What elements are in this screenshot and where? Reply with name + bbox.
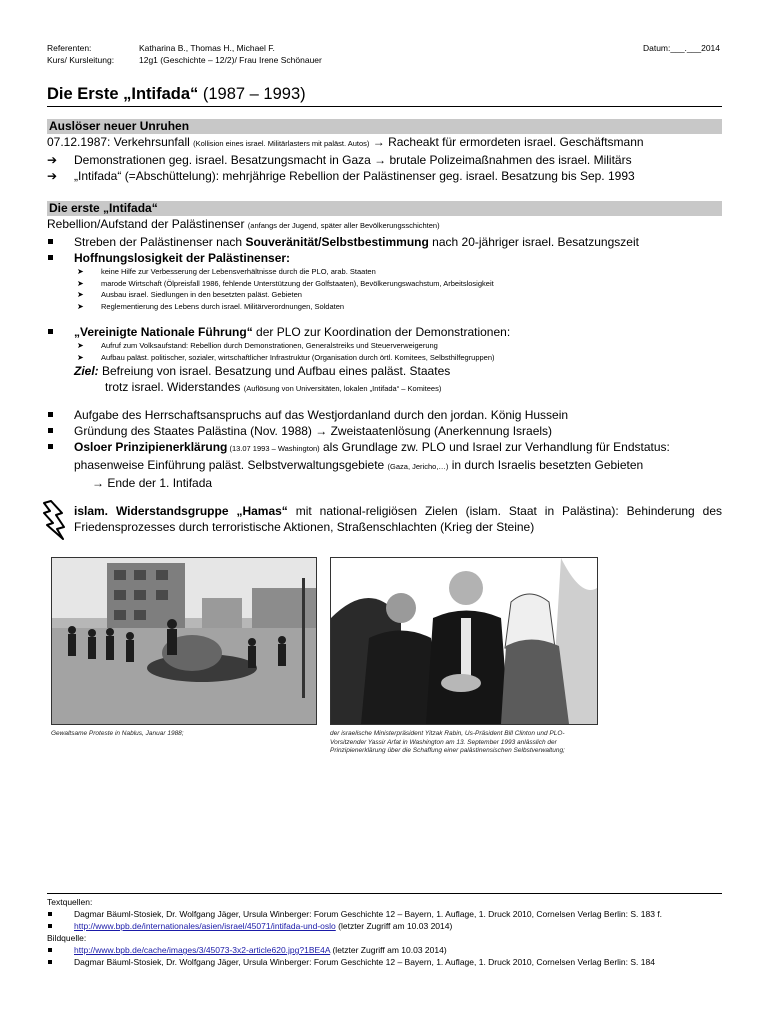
triangle-bullet-icon: ➤ [77, 290, 84, 299]
bullet-bold: „Vereinigte Nationale Führung“ [74, 325, 253, 339]
bullet-icon [48, 960, 52, 964]
oslo-detail: (Gaza, Jericho,…) [387, 462, 449, 471]
bullet-icon [48, 924, 52, 928]
trigger-detail: (Kollision eines israel. Militärlasters mit paläst. Autos) [193, 139, 370, 148]
bullet-text: Aufgabe des Herrschaftsanspruchs auf das Westjordanland durch den jordan. König Hussein [74, 408, 569, 422]
triangle-bullet-icon: ➤ [77, 352, 84, 362]
bullet-text-rest: als Grundlage zw. PLO und Israel zur Verhandlung für Endstatus: [319, 440, 670, 454]
source-access-note: (letzter Zugriff am 10.03 2014) [330, 945, 447, 955]
hamas-block [47, 503, 722, 539]
sub-item-text: keine Hilfe zur Verbesserung der Lebensverhältnisse durch die PLO, arab. Staaten [101, 267, 376, 276]
source-text: Dagmar Bäuml-Stosiek, Dr. Wolfgang Jäger, Ursula Winberger: Forum Geschichte 12 – Bayern, 1. Auflage, 1. Druck 2010, Cornelsen Verlag Berlin: S. 183 f. [74, 909, 663, 919]
sub-list-plo [47, 340, 722, 363]
hamas-name: „Hamas“ [236, 504, 288, 518]
bullet-item [47, 250, 722, 266]
trigger-line [47, 134, 722, 152]
triangle-bullet-icon: ➤ [77, 341, 84, 350]
sub-item-text: Aufbau paläst. politischer, sozialer, wirtschaftlicher Infrastruktur (Organisation durch örtl. Komitees, Selbsthilfegruppen) [101, 352, 495, 362]
bullet-item [47, 324, 722, 340]
sub-item-text: Ausbau israel. Siedlungen in den besetzten paläst. Gebieten [101, 290, 302, 299]
oslo-continuation [47, 457, 722, 475]
sub-item [47, 352, 722, 364]
bullet-text: Streben der Palästinenser nach [74, 235, 246, 249]
caption-handshake: der israelische Ministerpräsident Yitzak Rabin, Us-Präsident Bill Clinton und PLO-Vorsitzender Yassir Arfat in Washington am 13. September 1993 anlässlich der Prinzipienerklärung über die Schaffung einer palästinensischen Selbstverwaltung; [330, 730, 565, 754]
title-main: Die Erste „Intifada“ [47, 85, 199, 103]
bullet-icon [48, 948, 52, 952]
bullet-icon [48, 444, 53, 449]
bullet-text: Gründung des Staates Palästina (Nov. 1988) → Zweistaatenlösung (Anerkennung Israels) [74, 424, 553, 438]
bullet-item [47, 423, 722, 439]
image-sources-label: Bildquelle: [47, 933, 87, 943]
source-item [47, 944, 722, 956]
section-heading-intifada: Die erste „Intifada“ [47, 201, 722, 216]
source-link[interactable]: http://www.bpb.de/internationales/asien/israel/45071/intifada-und-oslo [74, 921, 336, 931]
arrow-item-text: „Intifada“ (=Abschüttelung): mehrjährige Rebellion der Palästinenser geg. israel. Besatzung bis Sep. 1993 [74, 169, 635, 183]
goal-text-2: trotz israel. Widerstandes [105, 380, 244, 394]
source-item [47, 908, 722, 920]
bullet-bold: Hoffnungslosigkeit der Palästinenser: [74, 251, 291, 265]
hamas-bold-a: islam. Widerstandsgruppe [74, 504, 237, 518]
bullet-icon [48, 412, 53, 417]
trigger-date-text: 07.12.1987: Verkehrsunfall [47, 135, 194, 149]
rebellion-detail: (anfangs der Jugend, später aller Bevölkerungsschichten) [247, 221, 440, 230]
goal-line [47, 363, 722, 379]
trigger-result: → Racheakt für ermordeten israel. Geschäftsmann [369, 135, 644, 149]
hamas-rest: mit national-religiösen Zielen (islam. Staat in Palästina): Behinderung des Friedensprozesses durch terroristische Aktionen, Straßenschlachten (Krieg der Steine) [74, 504, 723, 534]
goal-line-2 [47, 379, 722, 397]
photo-protest-nablus [51, 557, 317, 725]
bullet-text-rest: nach 20-jähriger israel. Besatzungszeit [428, 235, 639, 249]
arrow-item [47, 168, 722, 184]
oslo-text: phasenweise Einführung paläst. Selbstverwaltungsgebiete [74, 458, 388, 472]
rebellion-line [47, 216, 722, 234]
referenten-label: Referenten: [47, 43, 92, 53]
source-text: Dagmar Bäuml-Stosiek, Dr. Wolfgang Jäger, Ursula Winberger: Forum Geschichte 12 – Bayern, 1. Auflage, 1. Druck 2010, Cornelsen Verlag Berlin: S. 184 [74, 957, 655, 967]
arrow-item [47, 152, 722, 168]
goal-detail: (Auflösung von Universitäten, lokalen „Intifada“ – Komitees) [243, 384, 442, 393]
lightning-icon [41, 500, 69, 540]
sub-item [47, 301, 722, 313]
sources-footer [47, 893, 722, 968]
hamas-text [74, 503, 722, 535]
photo-handshake-washington [330, 557, 598, 725]
kurs-label: Kurs/ Kursleitung: [47, 55, 115, 65]
intifada-end: → Ende der 1. Intifada [92, 476, 213, 490]
sub-item [47, 266, 722, 278]
sub-item [47, 289, 722, 301]
bullet-item [47, 439, 722, 457]
header-meta [47, 42, 722, 68]
sub-item-text: marode Wirtschaft (Ölpreisfall 1986, fehlende Unterstützung der Golfstaaten), Bevölkerungswachstum, Arbeitslosigkeit [101, 278, 494, 288]
protest-image [52, 558, 316, 724]
document-page [47, 42, 722, 539]
text-sources-label: Textquellen: [47, 897, 93, 907]
title-years: (1987 – 1993) [198, 85, 306, 103]
bullet-item [47, 234, 722, 250]
kurs-value: 12g1 (Geschichte – 12/2)/ Frau Irene Schönauer [139, 55, 322, 65]
page-title [47, 84, 722, 104]
triangle-bullet-icon: ➤ [77, 267, 84, 276]
bullet-icon [48, 239, 53, 244]
source-item [47, 920, 722, 932]
bullet-text-rest: der PLO zur Koordination der Demonstrationen: [252, 325, 511, 339]
arrow-icon: ➔ [47, 169, 58, 183]
sub-item-text: Reglementierung des Lebens durch israel. Militärverordnungen, Soldaten [101, 301, 345, 311]
handshake-image [331, 558, 597, 724]
source-access-note: (letzter Zugriff am 10.03 2014) [335, 921, 453, 931]
goal-label: Ziel: [74, 364, 99, 378]
bullet-icon [48, 329, 53, 334]
referenten-value: Katharina B., Thomas H., Michael F. [139, 43, 275, 53]
arrow-item-text: Demonstrationen geg. israel. Besatzungsmacht in Gaza → brutale Polizeimaßnahmen des israel. Militärs [74, 153, 632, 167]
bullet-bold: Souveränität/Selbstbestimmung [245, 235, 429, 249]
triangle-bullet-icon: ➤ [77, 301, 84, 311]
triangle-bullet-icon: ➤ [77, 278, 84, 288]
sub-item [47, 278, 722, 290]
date-field: Datum:___.___2014 [642, 43, 720, 53]
oslo-text-rest: in durch Israelis besetzten Gebieten [448, 458, 644, 472]
sub-item-text: Aufruf zum Volksaufstand: Rebellion durch Demonstrationen, Generalstreiks und Steuerverweigerung [101, 341, 438, 350]
bullet-detail: (13.07 1993 – Washington) [227, 444, 320, 453]
bullet-item [47, 407, 722, 423]
sub-list-hopelessness [47, 266, 722, 312]
source-item [47, 956, 722, 968]
rebellion-text: Rebellion/Aufstand der Palästinenser [47, 217, 248, 231]
bullet-bold: Osloer Prinzipienerklärung [74, 440, 228, 454]
source-link[interactable]: http://www.bpb.de/cache/images/3/45073-3x2-article620.jpg?1BE4A [74, 945, 331, 955]
bullet-icon [48, 255, 53, 260]
caption-protest: Gewaltsame Proteste in Nablus, Januar 1988; [51, 730, 184, 737]
goal-text: Befreiung von israel. Besatzung und Aufbau eines paläst. Staates [98, 364, 451, 378]
bullet-icon [48, 912, 52, 916]
bullet-icon [48, 428, 53, 433]
section-heading-ausloeser: Auslöser neuer Unruhen [47, 119, 722, 134]
sub-item [47, 340, 722, 352]
arrow-icon: ➔ [47, 153, 58, 167]
title-rule [47, 106, 722, 107]
